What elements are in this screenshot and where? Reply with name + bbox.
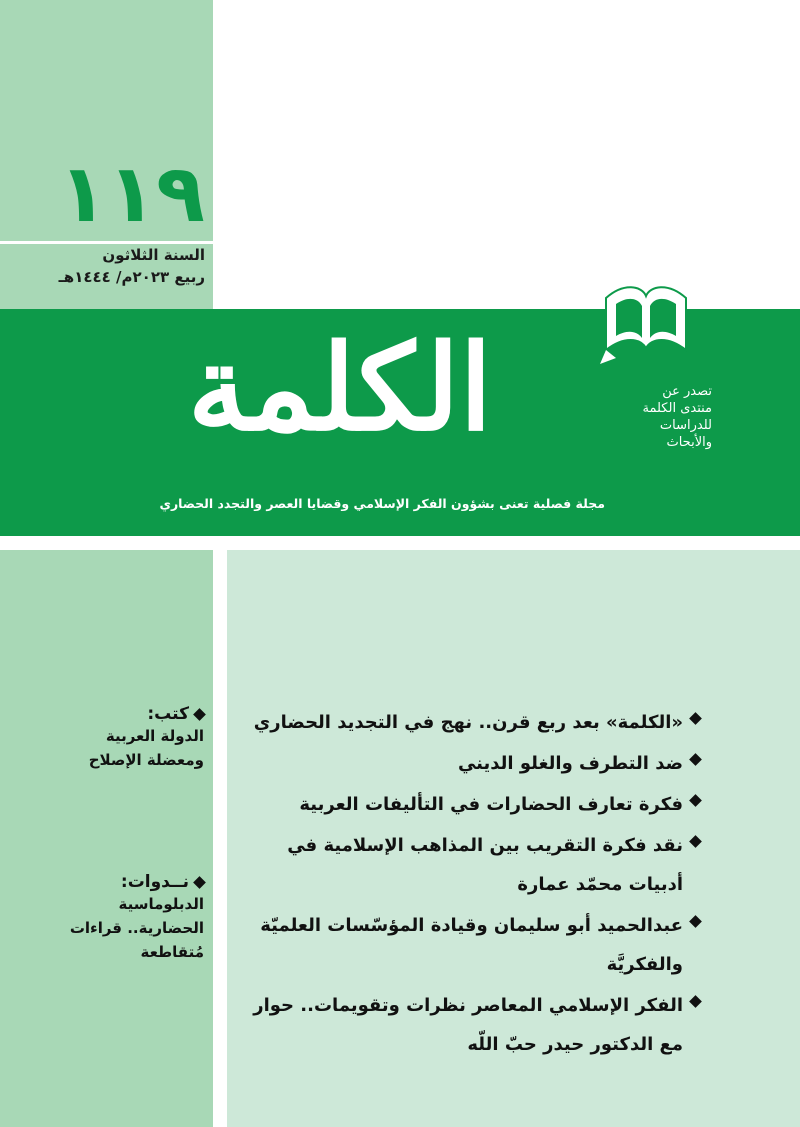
diamond-bullet-icon xyxy=(193,708,206,721)
diamond-bullet-icon xyxy=(689,794,702,807)
toc-item xyxy=(230,906,700,984)
toc-item-text: «الكلمة» بعد ربع قرن.. نهج في التجديد الحضاري xyxy=(253,712,683,733)
books-section xyxy=(10,704,204,772)
diamond-bullet-icon xyxy=(689,915,702,928)
seminars-line: الحضارية.. قراءات xyxy=(69,919,204,937)
issue-date: ربيع ٢٠٢٣م/ ١٤٤٤هـ xyxy=(58,268,205,286)
diamond-bullet-icon xyxy=(689,995,702,1008)
diamond-bullet-icon xyxy=(689,753,702,766)
table-of-contents xyxy=(230,703,700,1066)
toc-item xyxy=(230,744,700,783)
books-line: الدولة العربية xyxy=(105,727,204,745)
books-heading-text: كتب: xyxy=(147,704,189,724)
books-line: ومعضلة الإصلاح xyxy=(88,751,204,769)
toc-item xyxy=(230,785,700,824)
publisher-line: والأبحاث xyxy=(666,435,712,450)
diamond-bullet-icon xyxy=(689,712,702,725)
publisher-note xyxy=(612,383,712,451)
seminars-heading xyxy=(10,872,204,892)
diamond-bullet-icon xyxy=(689,835,702,848)
publisher-line: للدراسات xyxy=(659,418,712,433)
toc-item xyxy=(230,703,700,742)
magazine-title: الكلمة xyxy=(187,318,493,457)
books-heading xyxy=(10,704,204,724)
issue-year: السنة الثلاثون xyxy=(102,246,205,264)
issue-number: ١١٩ xyxy=(58,147,205,240)
toc-item-text: ضد التطرف والغلو الديني xyxy=(457,753,683,774)
seminars-line: مُتقاطعة xyxy=(140,943,204,961)
toc-item-text: فكرة تعارف الحضارات في التأليفات العربية xyxy=(299,794,683,815)
toc-item-text: نقد فكرة التقريب بين المذاهب الإسلامية في أدبيات محمّد عمارة xyxy=(287,835,683,895)
diamond-bullet-icon xyxy=(193,876,206,889)
sidebar-panel xyxy=(0,550,213,1127)
toc-item-text: الفكر الإسلامي المعاصر نظرات وتقويمات.. حوار مع الدكتور حيدر حبّ اللّه xyxy=(253,995,683,1055)
publisher-line: تصدر عن xyxy=(662,384,712,399)
magazine-subtitle: مجلة فصلية تعنى بشؤون الفكر الإسلامي وقضايا العصر والتجدد الحضاري xyxy=(159,496,605,511)
toc-item-text: عبدالحميد أبو سليمان وقيادة المؤسّسات العلميّة والفكريَّة xyxy=(260,915,683,975)
publisher-line: منتدى الكلمة xyxy=(642,401,712,416)
divider xyxy=(0,241,213,244)
toc-item xyxy=(230,986,700,1064)
toc-item xyxy=(230,826,700,904)
seminars-heading-text: نــدوات: xyxy=(120,872,189,892)
seminars-line: الدبلوماسية xyxy=(118,895,204,913)
seminars-section xyxy=(10,872,204,964)
